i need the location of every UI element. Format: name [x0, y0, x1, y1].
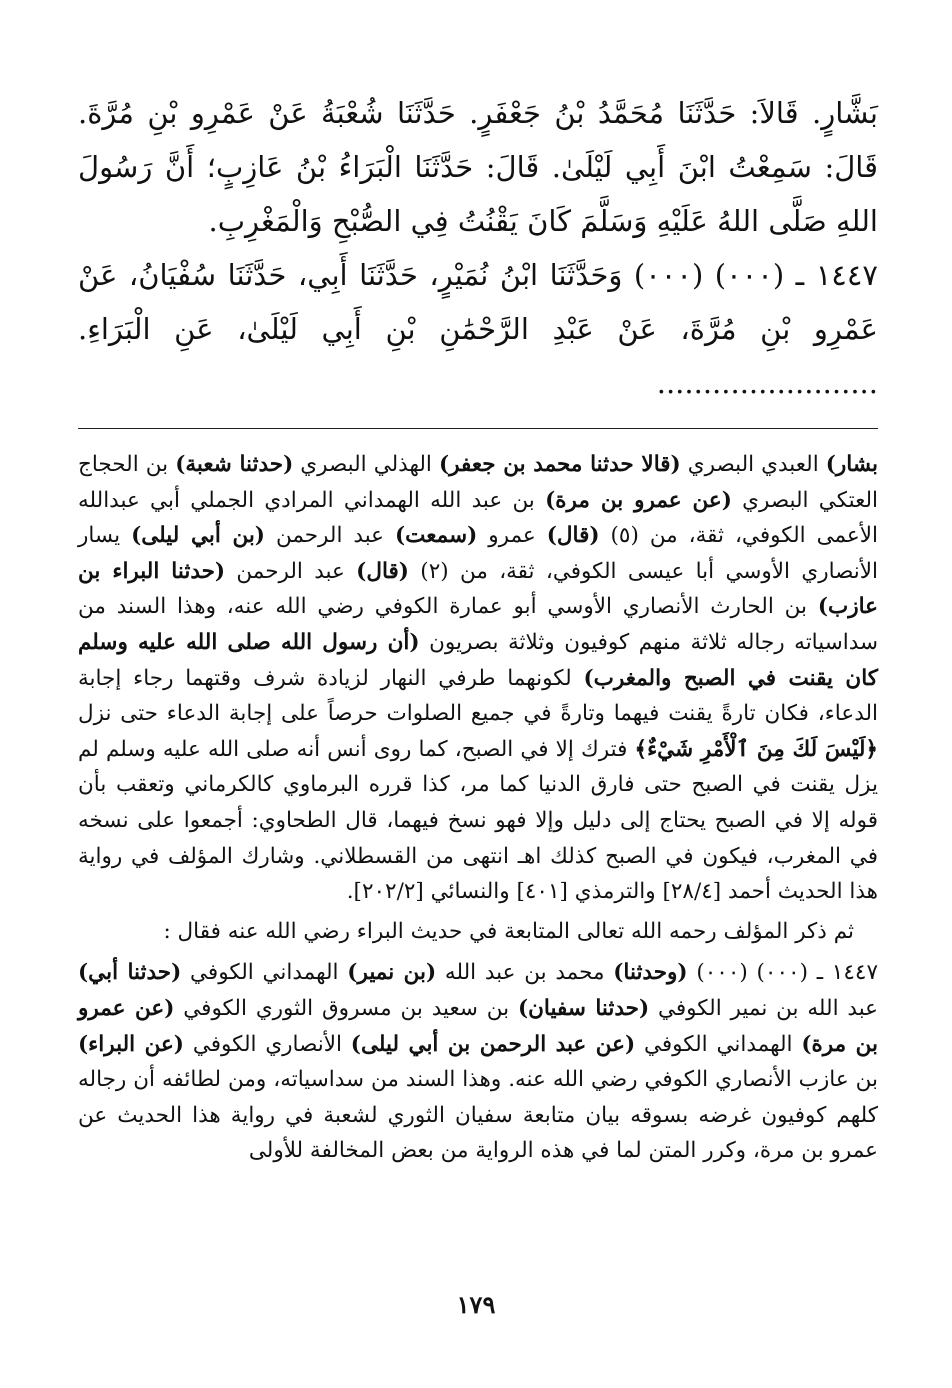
bold-quote-run: (عن عبد الرحمن بن أبي ليلى) — [350, 1031, 636, 1057]
text-run: عبد الرحمن — [264, 523, 395, 549]
text-run: بن عبد الله الهمداني المرادي الجملي أبي عبدالله الأعمى الكوفي، ثقة، من (٥) — [78, 487, 878, 549]
bold-quote-run: (عن عمرو بن مرة) — [78, 995, 878, 1057]
text-run: عمرو — [477, 523, 547, 549]
bold-quote-run: (عن عمرو بن مرة) — [545, 487, 732, 513]
hadith-paragraph-2: ١٤٤٧ ـ (٠٠٠) (٠٠٠) وَحَدَّثَنَا ابْنُ نُمَيْرٍ، حَدَّثَنَا أَبِي، حَدَّثَنَا سُفْيَانُ، عَنْ عَمْرِو بْنِ مُرَّةَ، عَنْ عَبْدِ الرَّحْمَٰنِ بْنِ أَبِي لَيْلَىٰ، عَنِ الْبَرَاءِ. ........................ — [78, 258, 878, 400]
bold-quote-run: ﴿لَيْسَ لَكَ مِنَ ٱلْأَمْرِ شَيْءٌ﴾ — [634, 736, 878, 762]
bold-quote-run: (وحدثنا) — [613, 960, 688, 986]
bold-quote-run: (بن نمير) — [347, 960, 437, 986]
bold-quote-run: بشار) — [825, 452, 878, 477]
text-run: الأنصاري الكوفي — [183, 1031, 351, 1057]
commentary-paragraph-2: ثم ذكر المؤلف رحمه الله تعالى المتابعة في حديث البراء رضي الله عنه فقال : — [163, 918, 854, 944]
commentary — [78, 447, 878, 1169]
text-run: ١٤٤٧ ـ (٠٠٠) (٠٠٠) — [687, 960, 878, 986]
text-run: لكونهما طرفي النهار لزيادة شرف وقتهما رجاء إجابة الدعاء، فكان تارةً يقنت فيهما وتارةً في جميع الصلوات حرصاً على إجابة الدعاء حتى نزل — [78, 665, 878, 727]
bold-quote-run: (حدثنا أبي) — [78, 960, 182, 986]
text-run: يسار الأنصاري الأوسي أبا عيسى الكوفي، ثقة، من (٢) — [78, 523, 878, 584]
bold-quote-run: (حدثنا البراء بن عازب) — [78, 558, 878, 620]
bold-quote-run: (حدثنا سفيان) — [517, 995, 650, 1021]
bold-quote-run: (بن أبي ليلى) — [131, 523, 265, 549]
page-number: ١٧٩ — [456, 1290, 496, 1319]
commentary-paragraph-3 — [78, 955, 878, 1169]
text-run: بن عازب الأنصاري الكوفي رضي الله عنه. وهذا السند من سداسياته، ومن لطائفه أن رجاله كلهم كوفيون غرضه بسوقه بيان متابعة سفيان الثوري لشعبة في رواية هذا الحديث عن عمرو بن مرة، وكرر المتن لما في هذه الرواية من بعض المخالفة للأولى — [78, 1067, 878, 1164]
text-run: عبد الله بن نمير الكوفي — [649, 995, 879, 1021]
bold-quote-run: (حدثنا شعبة) — [175, 452, 294, 477]
bold-quote-run: (عن البراء) — [78, 1031, 184, 1057]
bold-quote-run: (أن رسول الله صلى الله عليه وسلم كان يقنت في الصبح والمغرب) — [78, 629, 878, 691]
page-body — [78, 86, 878, 1169]
text-run: بن الحارث الأنصاري الأوسي أبو عمارة الكوفي رضي الله عنه، وهذا السند من سداسياته رجاله ثلاثة منهم كوفيون وثلاثة بصريون — [78, 594, 878, 655]
text-run: الهذلي البصري — [293, 452, 439, 477]
text-run: العبدي البصري — [680, 452, 826, 477]
text-run: عبد الرحمن — [225, 558, 357, 584]
bold-quote-run: (قال) — [356, 558, 409, 584]
text-run: الهمداني الكوفي — [635, 1031, 802, 1057]
bold-quote-run: (سمعت) — [394, 523, 478, 549]
commentary-paragraph-1 — [78, 447, 878, 910]
bold-quote-run: (قالا حدثنا محمد بن جعفر) — [438, 452, 681, 477]
text-run: بن الحجاج العتكي البصري — [78, 452, 878, 513]
text-run: بن سعيد بن مسروق الثوري الكوفي — [174, 995, 518, 1021]
hadith-paragraph-1: بَشَّارٍ. قَالاَ: حَدَّثَنَا مُحَمَّدُ بْنُ جَعْفَرٍ. حَدَّثَنَا شُعْبَةُ عَنْ عَمْرِو بْنِ مُرَّةَ. قَالَ: سَمِعْتُ ابْنَ أَبِي لَيْلَىٰ. قَالَ: حَدَّثَنَا الْبَرَاءُ بْنُ عَازِبٍ؛ أَنَّ رَسُولَ اللهِ صَلَّى اللهُ عَلَيْهِ وَسَلَّمَ كَانَ يَقْنُتُ فِي الصُّبْحِ وَالْمَغْرِبِ. — [78, 96, 878, 238]
text-run: الهمداني الكوفي — [181, 960, 348, 986]
text-run: محمد بن عبد الله — [436, 960, 614, 986]
text-run: فترك إلا في الصبح، كما روى أنس أنه صلى الله عليه وسلم لم يزل يقنت في الصبح حتى فارق الدنيا كما مر، كذا قرره البرماوي كالكرماني وتعقب بأن قوله إلا في الصبح يحتاج إلى دليل وإلا فهو نسخ فيهما، قال الطحاوي: أجمعوا على نسخه في المغرب، فيكون في الصبح كذلك اهـ انتهى من القسطلاني. وشارك المؤلف في رواية هذا الحديث أحمد [٢٨/٤] والترمذي [٤٠١] والنسائي [٢٠٢/٢]. — [78, 736, 878, 905]
hadith-text — [78, 86, 878, 410]
bold-quote-run: (قال) — [546, 523, 600, 549]
section-divider — [78, 428, 878, 429]
